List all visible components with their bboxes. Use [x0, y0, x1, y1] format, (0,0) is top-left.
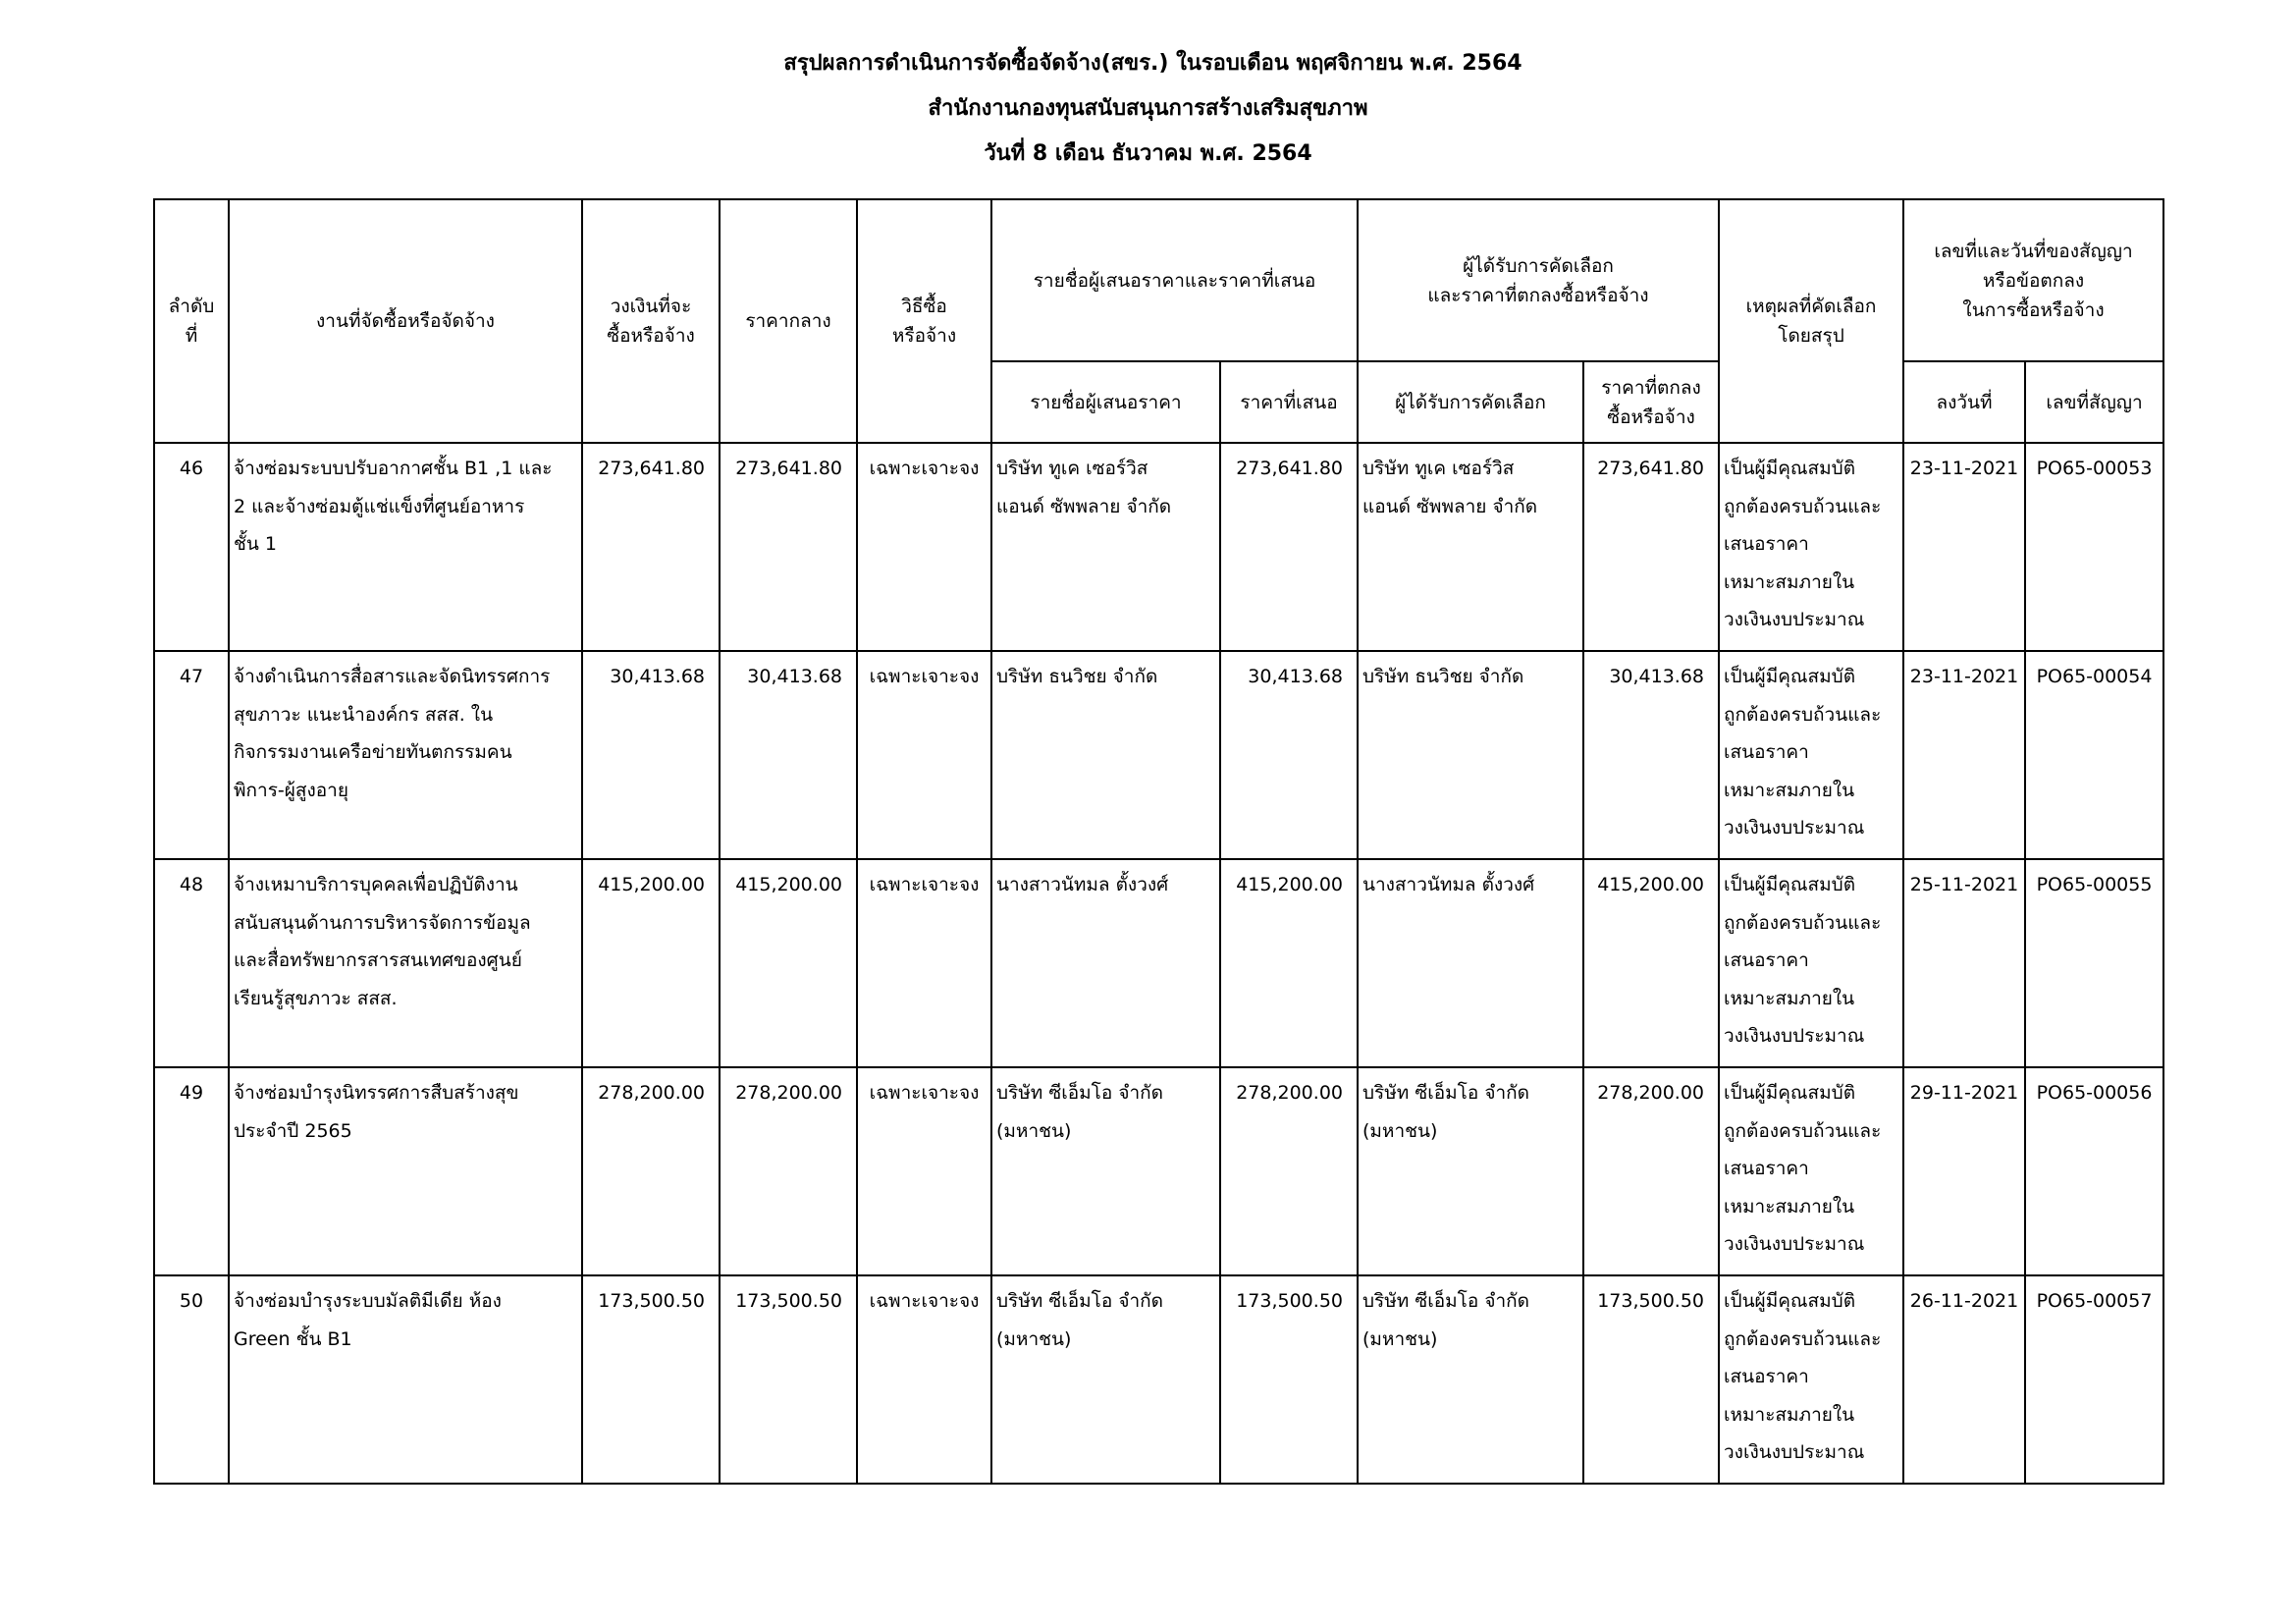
cell-budget: 273,641.80: [582, 443, 720, 651]
cell-agreed-price: 278,200.00: [1583, 1067, 1719, 1275]
cell-agreed-price: 30,413.68: [1583, 651, 1719, 859]
col-header-method: วิธีซื้อ หรือจ้าง: [857, 199, 991, 443]
cell-bid-price: 273,641.80: [1220, 443, 1358, 651]
col-header-agreed-price: ราคาที่ตกลง ซื้อหรือจ้าง: [1583, 361, 1719, 443]
col-header-bid-price: ราคาที่เสนอ: [1220, 361, 1358, 443]
col-header-work: งานที่จัดซื้อหรือจัดจ้าง: [229, 199, 582, 443]
cell-selected: บริษัท ซีเอ็มโอ จำกัด (มหาชน): [1358, 1067, 1583, 1275]
cell-agreed-price: 415,200.00: [1583, 859, 1719, 1067]
cell-work: จ้างซ่อมบำรุงนิทรรศการสืบสร้างสุข ประจำปี 2565: [229, 1067, 582, 1275]
cell-reason: เป็นผู้มีคุณสมบัติ ถูกต้องครบถ้วนและ เสนอราคา เหมาะสมภายใน วงเงินงบประมาณ: [1719, 1275, 1903, 1484]
cell-bid-price: 30,413.68: [1220, 651, 1358, 859]
cell-median-price: 273,641.80: [720, 443, 857, 651]
table-row: [154, 859, 2163, 1067]
col-header-budget: วงเงินที่จะ ซื้อหรือจ้าง: [582, 199, 720, 443]
report-date: วันที่ 8 เดือน ธันวาคม พ.ศ. 2564: [984, 141, 1312, 166]
cell-reason: เป็นผู้มีคุณสมบัติ ถูกต้องครบถ้วนและ เสนอราคา เหมาะสมภายใน วงเงินงบประมาณ: [1719, 1067, 1903, 1275]
cell-work: จ้างดำเนินการสื่อสารและจัดนิทรรศการ สุขภาวะ แนะนำองค์กร สสส. ใน กิจกรรมงานเครือข่ายทันตกรรมคน พิการ-ผู้สูงอายุ: [229, 651, 582, 859]
cell-contract-no: PO65-00053: [2025, 443, 2163, 651]
cell-median-price: 30,413.68: [720, 651, 857, 859]
cell-date: 26-11-2021: [1903, 1275, 2025, 1484]
cell-reason: เป็นผู้มีคุณสมบัติ ถูกต้องครบถ้วนและ เสนอราคา เหมาะสมภายใน วงเงินงบประมาณ: [1719, 651, 1903, 859]
col-header-selected-name: ผู้ได้รับการคัดเลือก: [1358, 361, 1583, 443]
table-row: [154, 1067, 2163, 1275]
cell-median-price: 415,200.00: [720, 859, 857, 1067]
col-header-contract-no: เลขที่สัญญา: [2025, 361, 2163, 443]
cell-agreed-price: 173,500.50: [1583, 1275, 1719, 1484]
cell-contract-no: PO65-00055: [2025, 859, 2163, 1067]
col-header-date: ลงวันที่: [1903, 361, 2025, 443]
document-header: [0, 41, 2296, 177]
cell-budget: 30,413.68: [582, 651, 720, 859]
cell-budget: 173,500.50: [582, 1275, 720, 1484]
cell-bidder: บริษัท ทูเค เซอร์วิส แอนด์ ซัพพลาย จำกัด: [991, 443, 1220, 651]
cell-no: 50: [154, 1275, 229, 1484]
table-row: [154, 651, 2163, 859]
cell-date: 25-11-2021: [1903, 859, 2025, 1067]
col-header-selected-group: ผู้ได้รับการคัดเลือก และราคาที่ตกลงซื้อหรือจ้าง: [1358, 199, 1719, 361]
cell-contract-no: PO65-00057: [2025, 1275, 2163, 1484]
cell-selected: บริษัท ทูเค เซอร์วิส แอนด์ ซัพพลาย จำกัด: [1358, 443, 1583, 651]
cell-no: 47: [154, 651, 229, 859]
table-row: [154, 1275, 2163, 1484]
cell-median-price: 278,200.00: [720, 1067, 857, 1275]
col-header-median-price: ราคากลาง: [720, 199, 857, 443]
cell-bidder: บริษัท ธนวิชย จำกัด: [991, 651, 1220, 859]
cell-method: เฉพาะเจาะจง: [857, 1275, 991, 1484]
cell-method: เฉพาะเจาะจง: [857, 443, 991, 651]
col-header-no: ลำดับ ที่: [154, 199, 229, 443]
cell-bidder: บริษัท ซีเอ็มโอ จำกัด (มหาชน): [991, 1067, 1220, 1275]
cell-date: 29-11-2021: [1903, 1067, 2025, 1275]
cell-selected: นางสาวนัทมล ตั้งวงศ์: [1358, 859, 1583, 1067]
cell-work: จ้างซ่อมบำรุงระบบมัลติมีเดีย ห้อง Green ชั้น B1: [229, 1275, 582, 1484]
col-header-reason: เหตุผลที่คัดเลือก โดยสรุป: [1719, 199, 1903, 443]
cell-reason: เป็นผู้มีคุณสมบัติ ถูกต้องครบถ้วนและ เสนอราคา เหมาะสมภายใน วงเงินงบประมาณ: [1719, 443, 1903, 651]
cell-selected: บริษัท ซีเอ็มโอ จำกัด (มหาชน): [1358, 1275, 1583, 1484]
cell-bid-price: 278,200.00: [1220, 1067, 1358, 1275]
cell-selected: บริษัท ธนวิชย จำกัด: [1358, 651, 1583, 859]
table-row: [154, 443, 2163, 651]
cell-work: จ้างเหมาบริการบุคคลเพื่อปฏิบัติงาน สนับสนุนด้านการบริหารจัดการข้อมูล และสื่อทรัพยากรสารสนเทศของศูนย์ เรียนรู้สุขภาวะ สสส.: [229, 859, 582, 1067]
cell-budget: 415,200.00: [582, 859, 720, 1067]
cell-work: จ้างซ่อมระบบปรับอากาศชั้น B1 ,1 และ 2 และจ้างซ่อมตู้แช่แข็งที่ศูนย์อาหาร ชั้น 1: [229, 443, 582, 651]
cell-agreed-price: 273,641.80: [1583, 443, 1719, 651]
col-header-bidder-name: รายชื่อผู้เสนอราคา: [991, 361, 1220, 443]
col-header-bidders-group: รายชื่อผู้เสนอราคาและราคาที่เสนอ: [991, 199, 1358, 361]
cell-method: เฉพาะเจาะจง: [857, 651, 991, 859]
cell-contract-no: PO65-00056: [2025, 1067, 2163, 1275]
cell-contract-no: PO65-00054: [2025, 651, 2163, 859]
cell-no: 49: [154, 1067, 229, 1275]
cell-budget: 278,200.00: [582, 1067, 720, 1275]
cell-bidder: นางสาวนัทมล ตั้งวงศ์: [991, 859, 1220, 1067]
report-title: สรุปผลการดำเนินการจัดซื้อจัดจ้าง(สขร.) ในรอบเดือน พฤศจิกายน พ.ศ. 2564: [783, 51, 1522, 76]
cell-bid-price: 173,500.50: [1220, 1275, 1358, 1484]
procurement-table: [153, 198, 2164, 1485]
cell-method: เฉพาะเจาะจง: [857, 1067, 991, 1275]
cell-bidder: บริษัท ซีเอ็มโอ จำกัด (มหาชน): [991, 1275, 1220, 1484]
cell-method: เฉพาะเจาะจง: [857, 859, 991, 1067]
cell-no: 46: [154, 443, 229, 651]
col-header-contract-group: เลขที่และวันที่ของสัญญา หรือข้อตกลง ในการซื้อหรือจ้าง: [1903, 199, 2163, 361]
cell-date: 23-11-2021: [1903, 651, 2025, 859]
cell-reason: เป็นผู้มีคุณสมบัติ ถูกต้องครบถ้วนและ เสนอราคา เหมาะสมภายใน วงเงินงบประมาณ: [1719, 859, 1903, 1067]
cell-bid-price: 415,200.00: [1220, 859, 1358, 1067]
organization-name: สำนักงานกองทุนสนับสนุนการสร้างเสริมสุขภาพ: [928, 96, 1368, 121]
cell-no: 48: [154, 859, 229, 1067]
cell-median-price: 173,500.50: [720, 1275, 857, 1484]
cell-date: 23-11-2021: [1903, 443, 2025, 651]
